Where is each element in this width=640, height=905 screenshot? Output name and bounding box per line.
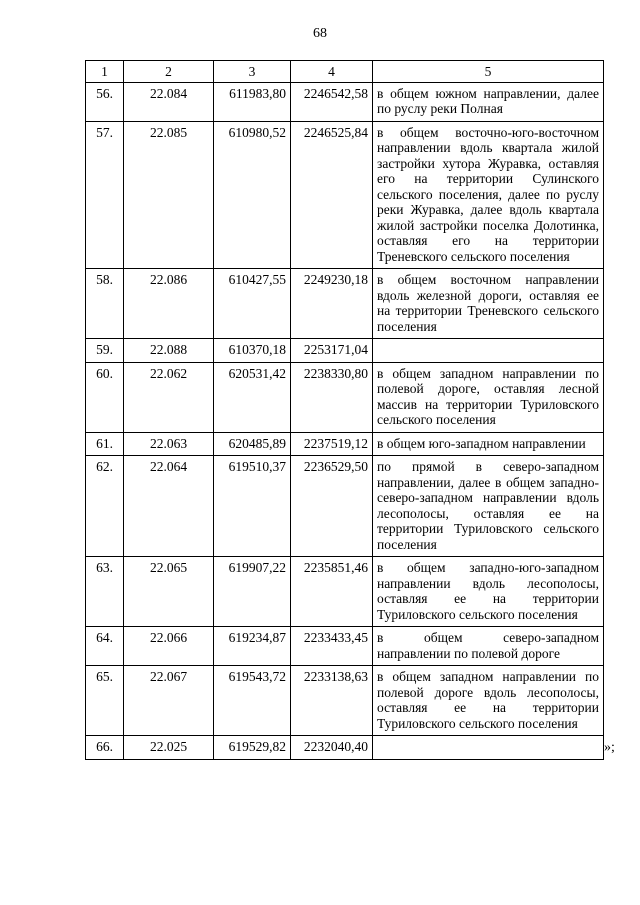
header-col-3: 3 <box>214 61 291 83</box>
coordinate-y: 2236529,50 <box>291 456 373 557</box>
table-row <box>86 736 604 760</box>
point-number: 66. <box>86 736 124 760</box>
coordinate-y: 2246525,84 <box>291 121 373 269</box>
closing-mark: »; <box>604 739 615 755</box>
point-number: 57. <box>86 121 124 269</box>
point-code: 22.088 <box>124 339 214 363</box>
table-row <box>86 269 604 339</box>
coordinate-y: 2238330,80 <box>291 362 373 432</box>
table-row <box>86 557 604 627</box>
header-col-4: 4 <box>291 61 373 83</box>
coordinate-y: 2253171,04 <box>291 339 373 363</box>
coordinate-y: 2249230,18 <box>291 269 373 339</box>
point-number: 60. <box>86 362 124 432</box>
boundary-description: в общем южном направлении, далее по руслу реки Полная <box>373 82 604 121</box>
coordinate-x: 611983,80 <box>214 82 291 121</box>
table-row <box>86 627 604 666</box>
coordinate-x: 619234,87 <box>214 627 291 666</box>
coordinate-x: 619907,22 <box>214 557 291 627</box>
point-code: 22.085 <box>124 121 214 269</box>
point-number: 56. <box>86 82 124 121</box>
table-header-row <box>86 61 604 83</box>
coordinate-x: 619529,82 <box>214 736 291 760</box>
boundary-points-table <box>85 60 604 760</box>
coordinate-x: 620531,42 <box>214 362 291 432</box>
table-row <box>86 362 604 432</box>
point-number: 58. <box>86 269 124 339</box>
point-number: 62. <box>86 456 124 557</box>
table-row <box>86 666 604 736</box>
coordinate-x: 620485,89 <box>214 432 291 456</box>
point-code: 22.025 <box>124 736 214 760</box>
boundary-description <box>373 736 604 760</box>
coordinate-x: 619510,37 <box>214 456 291 557</box>
point-code: 22.066 <box>124 627 214 666</box>
boundary-description: по прямой в северо-западном направлении, далее в общем западно-северо-западном направлении вдоль лесополосы, оставляя ее на территории Туриловского сельского поселения <box>373 456 604 557</box>
point-code: 22.064 <box>124 456 214 557</box>
boundary-description: в общем восточном направлении вдоль железной дороги, оставляя ее на территории Треневского сельского поселения <box>373 269 604 339</box>
boundary-description <box>373 339 604 363</box>
header-col-1: 1 <box>86 61 124 83</box>
point-number: 61. <box>86 432 124 456</box>
header-col-5: 5 <box>373 61 604 83</box>
point-code: 22.062 <box>124 362 214 432</box>
point-code: 22.063 <box>124 432 214 456</box>
table-row <box>86 456 604 557</box>
coordinate-x: 610370,18 <box>214 339 291 363</box>
coordinate-x: 610427,55 <box>214 269 291 339</box>
coordinate-y: 2246542,58 <box>291 82 373 121</box>
point-number: 59. <box>86 339 124 363</box>
table-row <box>86 432 604 456</box>
coordinate-y: 2233433,45 <box>291 627 373 666</box>
point-number: 64. <box>86 627 124 666</box>
coordinate-y: 2232040,40 <box>291 736 373 760</box>
boundary-description: в общем северо-западном направлении по полевой дороге <box>373 627 604 666</box>
point-code: 22.067 <box>124 666 214 736</box>
coordinate-x: 619543,72 <box>214 666 291 736</box>
point-number: 65. <box>86 666 124 736</box>
point-code: 22.065 <box>124 557 214 627</box>
page-number: 68 <box>313 26 327 41</box>
coordinate-x: 610980,52 <box>214 121 291 269</box>
coordinate-y: 2237519,12 <box>291 432 373 456</box>
boundary-description: в общем западном направлении по полевой дороге, оставляя лесной массив на территории Туриловского сельского поселения <box>373 362 604 432</box>
boundary-description: в общем восточно-юго-восточном направлении вдоль квартала жилой застройки хутора Журавка, оставляя его на территории Сулинского сельского поселения, далее по руслу реки Журавка, далее вдоль квартала жилой застройки поселка Долотинка, оставляя его на территории Треневского сельского поселения <box>373 121 604 269</box>
coordinate-y: 2235851,46 <box>291 557 373 627</box>
point-number: 63. <box>86 557 124 627</box>
coordinate-y: 2233138,63 <box>291 666 373 736</box>
table-row <box>86 121 604 269</box>
header-col-2: 2 <box>124 61 214 83</box>
point-code: 22.086 <box>124 269 214 339</box>
boundary-description: в общем западном направлении по полевой дороге вдоль лесополосы, оставляя ее на территории Туриловского сельского поселения <box>373 666 604 736</box>
boundary-description: в общем юго-западном направлении <box>373 432 604 456</box>
table-row <box>86 82 604 121</box>
table-row <box>86 339 604 363</box>
boundary-description: в общем западно-юго-западном направлении вдоль лесополосы, оставляя ее на территории Туриловского сельского поселения <box>373 557 604 627</box>
point-code: 22.084 <box>124 82 214 121</box>
